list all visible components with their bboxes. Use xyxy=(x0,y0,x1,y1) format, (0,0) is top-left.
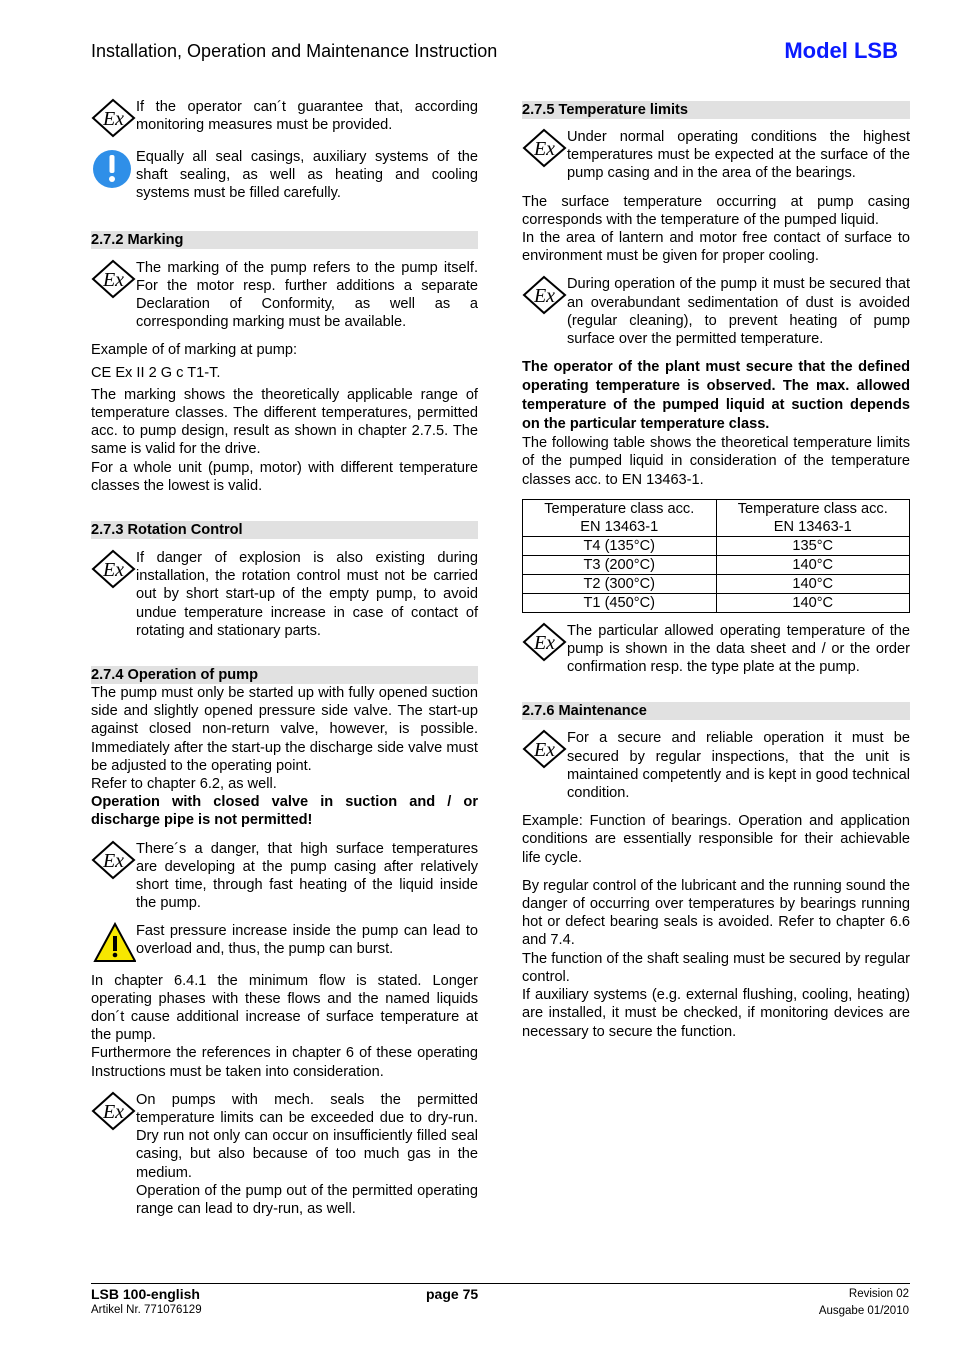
table-cell: 135°C xyxy=(716,536,910,555)
note-text: During operation of the pump it must be secured that an overabundant sedimentation of dust is avoided (regular cleaning), to prevent heating of pump surface over the permitted temperature. xyxy=(567,276,910,348)
section-heading: 2.7.3 Rotation Control xyxy=(91,521,478,539)
ex-icon xyxy=(522,729,567,769)
ex-icon xyxy=(522,275,567,315)
info-note xyxy=(91,148,478,203)
paragraph: For a whole unit (pump, motor) with different temperature classes the lowest is valid. xyxy=(91,459,478,494)
svg-text:Ex: Ex xyxy=(533,739,556,762)
note-text: If danger of explosion is also existing during installation, the rotation control must not be carried out by short start-up of the empty pump, to avoid undue temperature increase in case of contact of rotating and stationary parts. xyxy=(136,550,478,639)
paragraph: Example of of marking at pump: xyxy=(91,342,298,359)
table-cell: T4 (135°C) xyxy=(523,536,717,555)
note-text: There´s a danger, that high surface temperatures are developing at the pump casing after relatively short time, through fast heating of the liquid inside the pump. xyxy=(136,840,478,912)
ex-note xyxy=(91,259,478,332)
paragraph: If auxiliary systems (e.g. external flushing, cooling, heating) are installed, it must be checked, if monitoring devices are necessary to secure the function. xyxy=(522,987,910,1040)
note-text: For a secure and reliable operation it must be secured by regular inspections, that the unit is maintained competently and is kept in good technical condition. xyxy=(567,730,910,802)
table-row xyxy=(523,555,910,574)
paragraph: Furthermore the references in chapter 6 of these operating Instructions must be taken into consideration. xyxy=(91,1045,478,1080)
svg-text:Ex: Ex xyxy=(533,285,556,308)
table-row xyxy=(523,574,910,593)
svg-text:Ex: Ex xyxy=(102,108,125,130)
section-heading: 2.7.5 Temperature limits xyxy=(522,101,910,119)
svg-text:Ex: Ex xyxy=(102,849,125,872)
note-line: On pumps with mech. seals the permitted temperature limits can be exceeded due to dry-run. Dry run not only can occur on insufficiently filled seal casing, but also because of too much gas in the medium. xyxy=(136,1091,478,1181)
note-text: The particular allowed operating temperature of the pump is shown in the data sheet and / or the order confirmation resp. the type plate at the pump. xyxy=(567,622,910,676)
table-header-cell: Temperature class acc. EN 13463-1 xyxy=(716,499,910,536)
ex-icon xyxy=(91,1091,136,1131)
model-title: Model LSB xyxy=(784,38,898,63)
note-text: If the operator can´t guarantee that, according monitoring measures must be provided. xyxy=(136,99,478,134)
right-column xyxy=(522,101,910,1041)
ex-note xyxy=(91,549,478,640)
table-cell: T3 (200°C) xyxy=(523,555,717,574)
footer-article: Artikel Nr. 771076129 xyxy=(91,1304,202,1316)
footer-edition: Ausgabe 01/2010 xyxy=(818,1305,909,1317)
svg-text:Ex: Ex xyxy=(102,268,125,291)
warning-note xyxy=(91,922,478,962)
paragraph: In chapter 6.4.1 the minimum flow is stated. Longer operating phases with these flows and the named liquids don´t cause additional increase of surface temperature at the pump. xyxy=(91,972,478,1044)
note-text: Under normal operating conditions the highest temperatures must be expected at the surface of the pump casing and in the area of the bearings. xyxy=(567,129,910,182)
ex-icon xyxy=(91,840,136,880)
svg-text:Ex: Ex xyxy=(102,1100,125,1123)
page-number: page 75 xyxy=(426,1286,479,1302)
ex-note xyxy=(91,840,478,913)
note-text: Fast pressure increase inside the pump can lead to overload and, thus, the pump can burst. xyxy=(136,922,478,957)
ex-note xyxy=(91,98,478,138)
paragraph: By regular control of the lubricant and the running sound the danger of occurring over temperatures by bearings running hot or defect bearing seals is avoided. Refer to chapter 6.6 and 7.4. xyxy=(522,877,910,949)
note-text: The marking of the pump refers to the pump itself. For the motor resp. further additions a separate Declaration of Conformity, as well as a corresponding marking must be available. xyxy=(136,259,478,331)
section-heading: 2.7.2 Marking xyxy=(91,231,478,249)
ex-icon xyxy=(91,259,136,299)
note-line: Operation of the pump out of the permitted operating range can lead to dry-run, as well. xyxy=(136,1182,478,1217)
paragraph-bold: The operator of the plant must secure that the defined operating temperature is observed. The max. allowed temperature of the pumped liquid at suction depends on the particular temperature class. xyxy=(522,359,910,433)
paragraph-bold: Operation with closed valve in suction and / or discharge pipe is not permitted! xyxy=(91,794,478,829)
footer-revision: Revision 02 xyxy=(848,1288,909,1300)
warning-icon xyxy=(91,922,136,962)
ex-note xyxy=(91,1091,478,1218)
table-header-row xyxy=(523,499,910,536)
exclamation-icon xyxy=(91,148,136,188)
paragraph: In the area of lantern and motor free contact of surface to environment must be given for proper cooling. xyxy=(522,230,910,265)
ex-icon xyxy=(522,622,567,662)
left-column xyxy=(91,98,478,1218)
paragraph: Refer to chapter 6.2, as well. xyxy=(91,776,277,793)
footer-doc: LSB 100-english xyxy=(91,1286,200,1302)
svg-text:Ex: Ex xyxy=(533,138,556,160)
paragraph: The surface temperature occurring at pump casing corresponds with the temperature of the pumped liquid. xyxy=(522,193,910,228)
paragraph: Example: Function of bearings. Operation and application conditions are essentially responsible for their achievable life cycle. xyxy=(522,813,910,866)
ex-icon xyxy=(91,549,136,589)
note-text: Equally all seal casings, auxiliary systems of the shaft sealing, as well as heating and cooling systems must be filled carefully. xyxy=(136,149,478,202)
paragraph: The pump must only be started up with fully opened suction side and slightly opened pressure side valve. The start-up against closed non-return valve, however, is possible. Immediately after the start-up the discharge side valve must be adjusted to the operating point. xyxy=(91,685,478,774)
ex-note xyxy=(522,622,910,677)
ex-icon xyxy=(91,98,136,138)
table-cell: 140°C xyxy=(716,555,910,574)
paragraph: CE Ex II 2 G c T1-T. xyxy=(91,364,221,381)
table-cell: T1 (450°C) xyxy=(523,593,717,612)
svg-text:Ex: Ex xyxy=(102,559,125,582)
ex-note xyxy=(522,128,910,183)
ex-note xyxy=(522,729,910,802)
temperature-table xyxy=(522,499,910,613)
section-heading: 2.7.6 Maintenance xyxy=(522,702,910,720)
table-row xyxy=(523,536,910,555)
table-header-cell: Temperature class acc. EN 13463-1 xyxy=(523,499,717,536)
paragraph: The function of the shaft sealing must be secured by regular control. xyxy=(522,950,910,985)
ex-note xyxy=(522,275,910,348)
paragraph: The following table shows the theoretical temperature limits of the pumped liquid in consideration of the temperature classes acc. to EN 13463-1. xyxy=(522,435,910,488)
table-row xyxy=(523,593,910,612)
ex-icon xyxy=(522,128,567,168)
footer-divider xyxy=(91,1283,910,1284)
section-heading: 2.7.4 Operation of pump xyxy=(91,666,478,684)
svg-text:Ex: Ex xyxy=(533,631,556,654)
table-cell: T2 (300°C) xyxy=(523,574,717,593)
table-cell: 140°C xyxy=(716,574,910,593)
header-title: Installation, Operation and Maintenance Instruction xyxy=(91,41,498,61)
paragraph: The marking shows the theoretically applicable range of temperature classes. The different temperatures, permitted acc. to pump design, result as shown in chapter 2.7.5. The same is valid for the drive. xyxy=(91,386,478,458)
table-cell: 140°C xyxy=(716,593,910,612)
note-text xyxy=(136,1091,478,1218)
